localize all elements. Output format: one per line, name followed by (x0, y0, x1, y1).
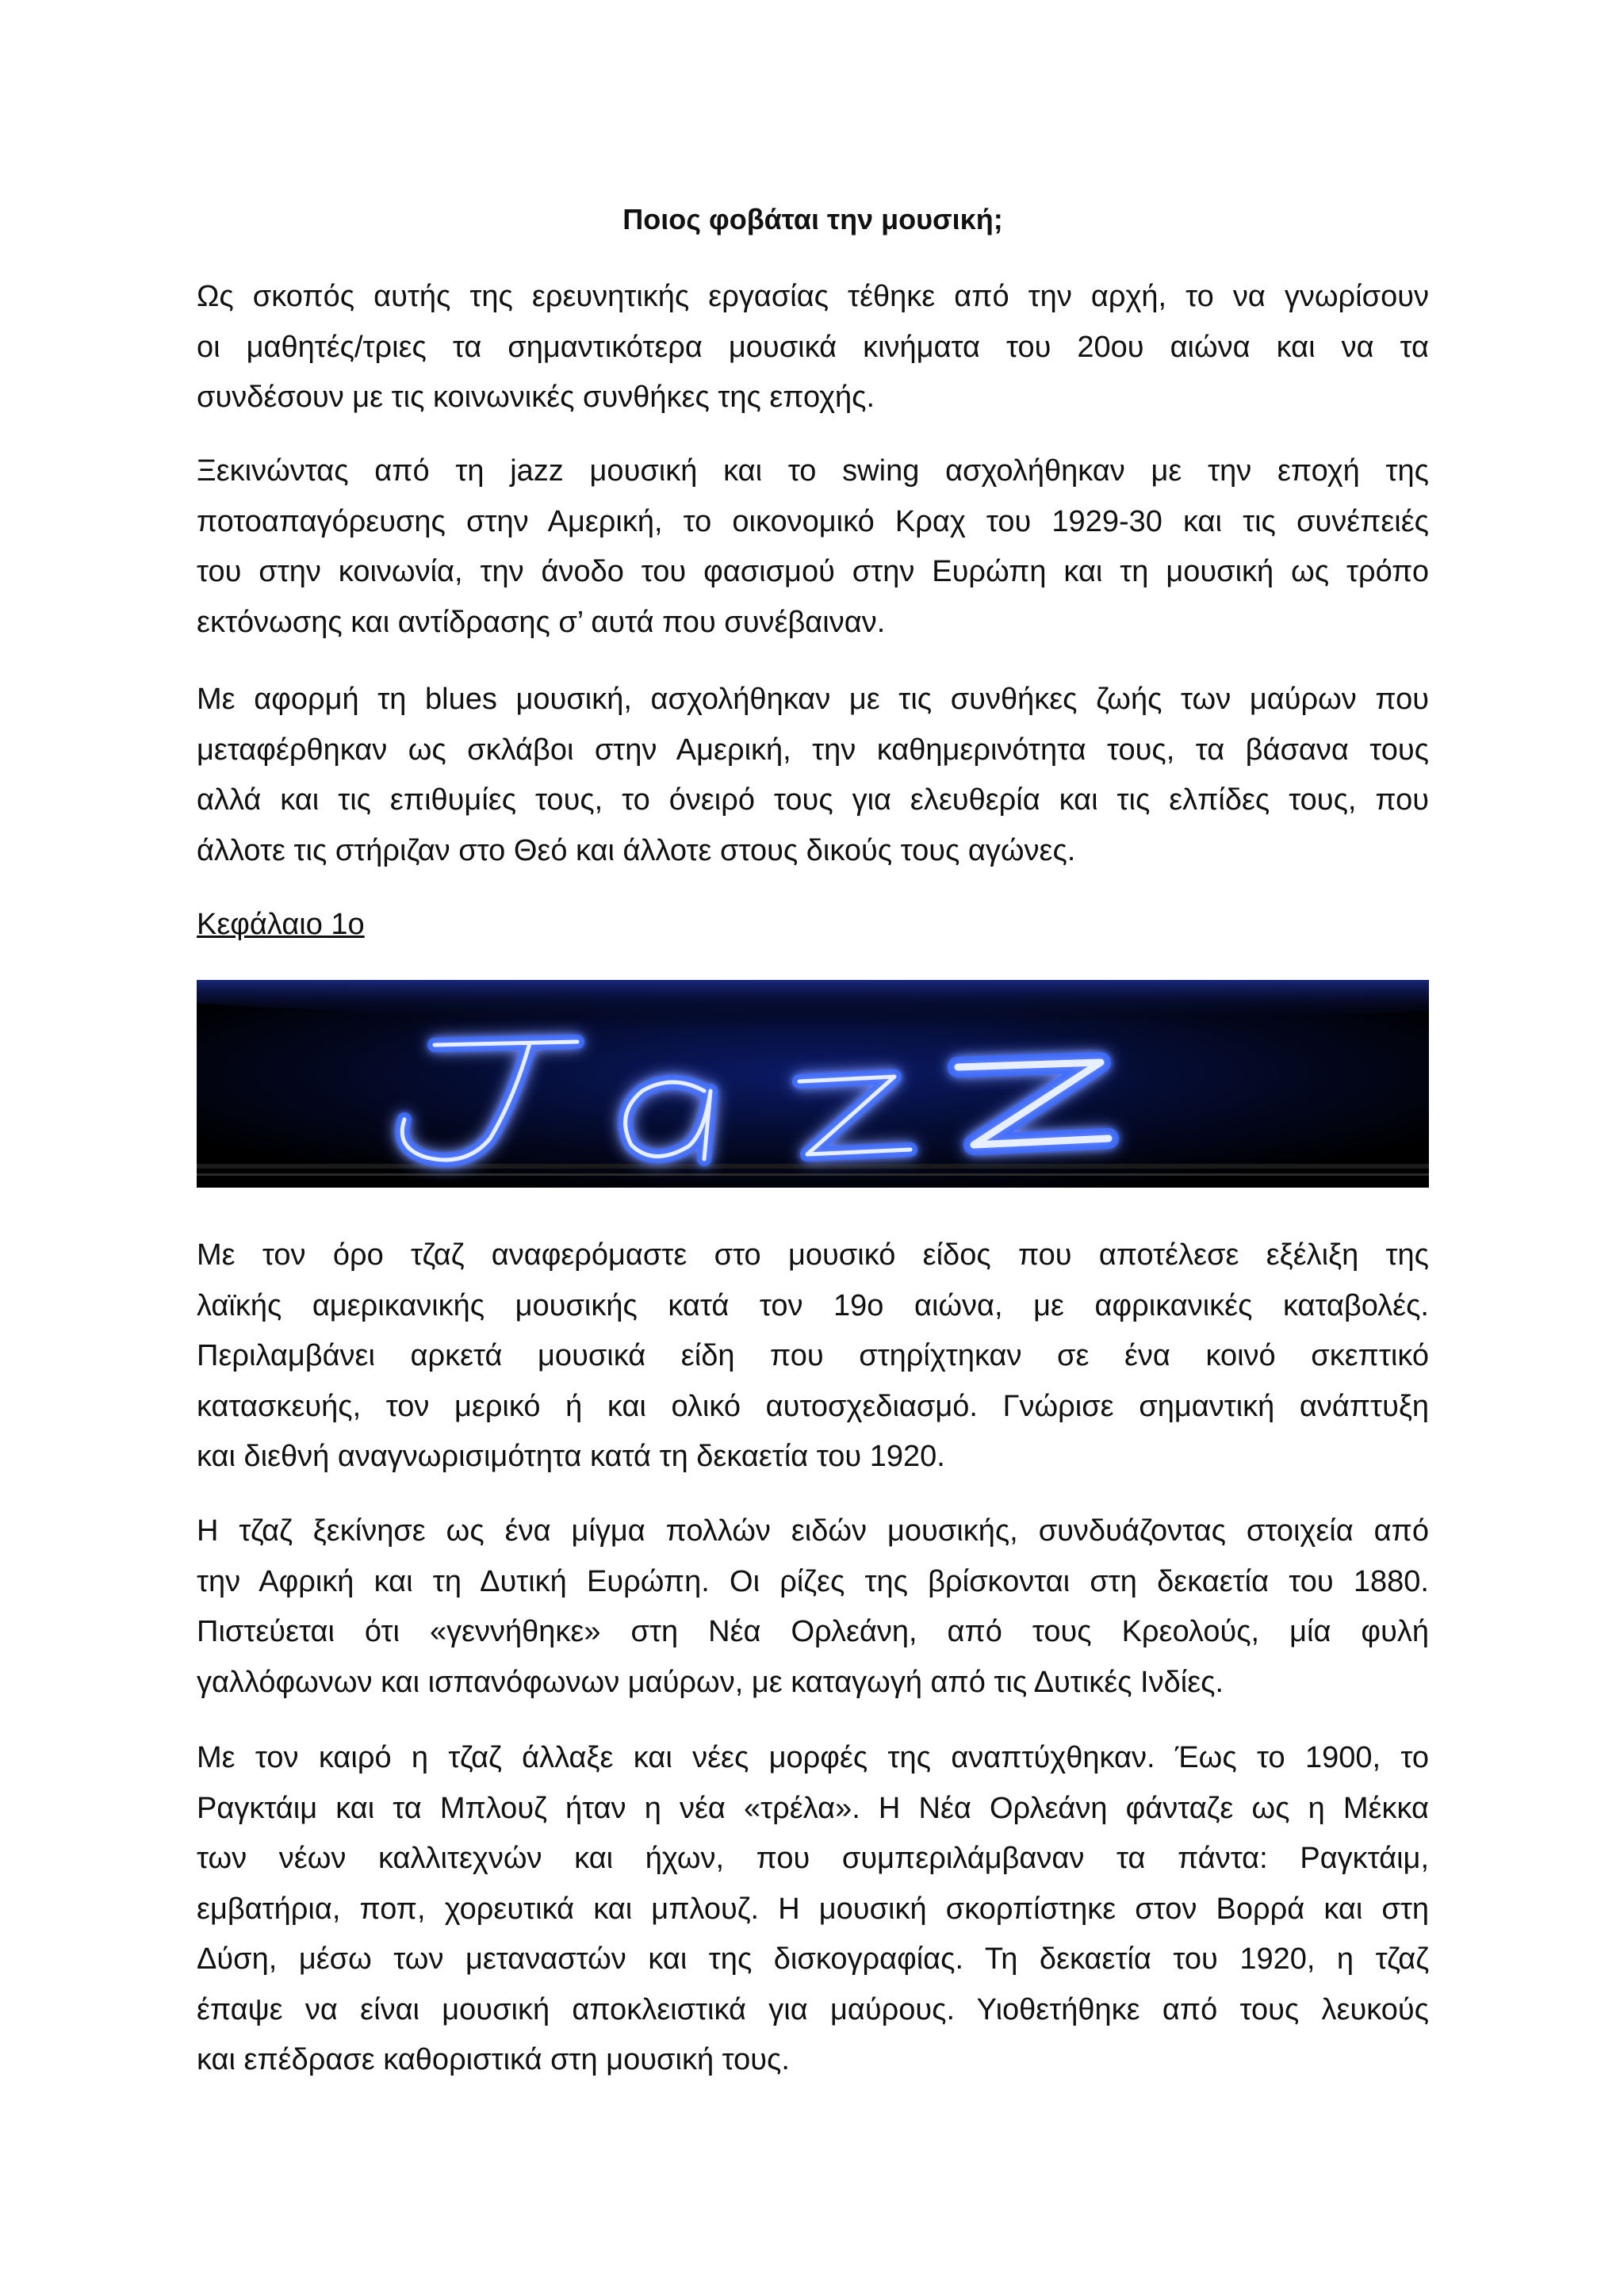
paragraph-line: κατασκευής, τον μερικό ή και ολικό αυτοσχεδιασμό. Γνώρισε σημαντική ανάπτυξη (197, 1389, 1429, 1423)
document-title: Ποιος φοβάται την μουσική; (622, 203, 1003, 235)
paragraph-line: εμβατήρια, ποπ, χορευτικά και μπλουζ. Η μουσική σκορπίστηκε στον Βορρά και στη (197, 1892, 1429, 1926)
paragraph-line: συνδέσουν με τις κοινωνικές συνθήκες της εποχής. (197, 381, 875, 414)
paragraph-line: του στην κοινωνία, την άνοδο του φασισμού στην Ευρώπη και τη μουσική ως τρόπο (197, 555, 1429, 588)
paragraph-line: Ραγκτάιμ και τα Μπλουζ ήταν η νέα «τρέλα». Η Νέα Ορλεάνη φάνταζε ως η Μέκκα (197, 1791, 1429, 1825)
paragraph-line: ποτοαπαγόρευσης στην Αμερική, το οικονομικό Κραχ του 1929-30 και τις συνέπειές (197, 504, 1429, 538)
intro-paragraph-2 (197, 446, 1429, 648)
chapter-paragraph-1 (197, 1230, 1429, 1483)
paragraph-line: μεταφέρθηκαν ως σκλάβοι στην Αμερική, την καθημερινότητα τους, τα βάσανα τους (197, 733, 1429, 767)
paragraph-line: γαλλόφωνων και ισπανόφωνων μαύρων, με καταγωγή από τις Δυτικές Ινδίες. (197, 1665, 1224, 1699)
paragraph-line: Ως σκοπός αυτής της ερευνητικής εργασίας τέθηκε από την αρχή, το να γνωρίσουν (197, 280, 1429, 313)
paragraph-line: την Αφρική και τη Δυτική Ευρώπη. Οι ρίζες της βρίσκονται στη δεκαετία του 1880. (197, 1564, 1429, 1598)
paragraph-line: έπαψε να είναι μουσική αποκλειστικά για μαύρους. Υιοθετήθηκε από τους λευκούς (197, 1992, 1429, 2026)
jazz-neon-graphic (197, 980, 1429, 1188)
chapter-paragraph-2 (197, 1506, 1429, 1708)
chapter-paragraph-3 (197, 1733, 1429, 2086)
paragraph-line: εκτόνωσης και αντίδρασης σ’ αυτά που συνέβαιναν. (197, 605, 886, 639)
paragraph-line: λαϊκής αμερικανικής μουσικής κατά τον 19ο αιώνα, με αφρικανικές καταβολές. (197, 1288, 1429, 1322)
paragraph-line: άλλοτε τις στήριζαν στο Θεό και άλλοτε στους δικούς τους αγώνες. (197, 833, 1076, 867)
intro-paragraph-3 (197, 675, 1429, 876)
intro-paragraph-1 (197, 272, 1429, 423)
chapter-heading: Κεφάλαιο 1ο (197, 908, 365, 941)
paragraph-line: Δύση, μέσω των μεταναστών και της δισκογραφίας. Τη δεκαετία του 1920, η τζαζ (197, 1942, 1429, 1976)
paragraph-line: των νέων καλλιτεχνών και ήχων, που συμπεριλάμβαναν τα πάντα: Ραγκτάιμ, (197, 1842, 1429, 1875)
paragraph-line: Με τον καιρό η τζαζ άλλαξε και νέες μορφές της αναπτύχθηκαν. Έως το 1900, το (197, 1741, 1429, 1774)
paragraph-line: Περιλαμβάνει αρκετά μουσικά είδη που στηρίχτηκαν σε ένα κοινό σκεπτικό (197, 1339, 1429, 1372)
paragraph-line: Πιστεύεται ότι «γεννήθηκε» στη Νέα Ορλεάνη, από τους Κρεολούς, μία φυλή (197, 1615, 1429, 1648)
paragraph-line: Με τον όρο τζαζ αναφερόμαστε στο μουσικό είδος που αποτέλεσε εξέλιξη της (197, 1238, 1429, 1272)
paragraph-line: και διεθνή αναγνωρισιμότητα κατά τη δεκαετία του 1920. (197, 1440, 945, 1473)
paragraph-line: Ξεκινώντας από τη jazz μουσική και το swing ασχολήθηκαν με την εποχή της (197, 454, 1429, 488)
paragraph-line: αλλά και τις επιθυμίες τους, το όνειρό τους για ελευθερία και τις ελπίδες τους, που (197, 783, 1429, 817)
paragraph-line: οι μαθητές/τριες τα σημαντικότερα μουσικά κινήματα του 20ου αιώνα και να τα (197, 330, 1429, 364)
paragraph-line: Με αφορμή τη blues μουσική, ασχολήθηκαν με τις συνθήκες ζωής των μαύρων που (197, 683, 1429, 716)
paragraph-line: Η τζαζ ξεκίνησε ως ένα μίγμα πολλών ειδών μουσικής, συνδυάζοντας στοιχεία από (197, 1514, 1429, 1548)
jazz-banner-image (197, 980, 1429, 1188)
paragraph-line: και επέδρασε καθοριστικά στη μουσική τους. (197, 2043, 790, 2076)
